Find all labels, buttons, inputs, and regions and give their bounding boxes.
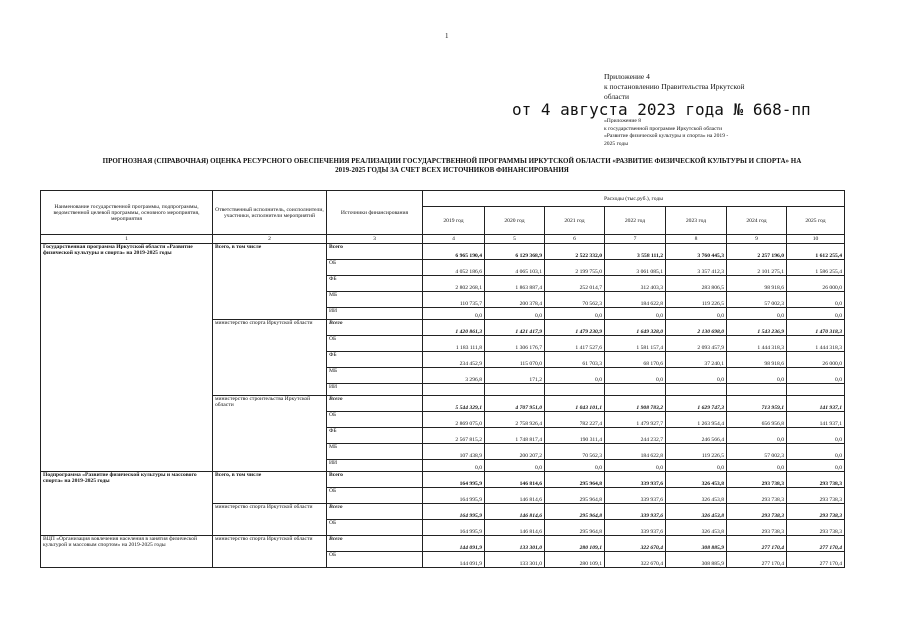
value-cell: 1 306 176,7 bbox=[485, 336, 545, 352]
source-cell: ОБ bbox=[327, 336, 423, 352]
value-cell: 0,0 bbox=[787, 368, 845, 384]
value-cell: 1 543 236,9 bbox=[727, 320, 787, 336]
value-cell: 1 479 230,9 bbox=[545, 320, 605, 336]
value-cell: 144 091,9 bbox=[423, 552, 485, 568]
header-year: 2022 год bbox=[605, 207, 666, 235]
header-year: 2025 год bbox=[787, 207, 845, 235]
value-cell: 200 207,2 bbox=[485, 444, 545, 460]
value-cell: 0,0 bbox=[727, 428, 787, 444]
value-cell: 2 869 075,0 bbox=[423, 412, 485, 428]
source-cell: Всего bbox=[327, 504, 423, 520]
value-cell bbox=[666, 384, 727, 396]
value-cell: 61 703,3 bbox=[545, 352, 605, 368]
value-cell: 322 670,4 bbox=[605, 552, 666, 568]
value-cell: 1 908 783,2 bbox=[605, 396, 666, 412]
value-cell bbox=[545, 384, 605, 396]
value-cell: 0,0 bbox=[787, 460, 845, 472]
value-cell: 2 567 815,2 bbox=[423, 428, 485, 444]
value-cell: 0,0 bbox=[787, 292, 845, 308]
source-cell: Всего bbox=[327, 320, 423, 336]
value-cell: 164 995,9 bbox=[423, 504, 485, 520]
value-cell: 133 301,0 bbox=[485, 552, 545, 568]
value-cell bbox=[605, 384, 666, 396]
appendix-line-2: к постановлению Правительства Иркутской bbox=[604, 82, 745, 91]
value-cell: 280 109,1 bbox=[545, 552, 605, 568]
value-cell: 68 170,6 bbox=[605, 352, 666, 368]
value-cell: 0,0 bbox=[485, 308, 545, 320]
source-cell: ОБ bbox=[327, 520, 423, 536]
value-cell: 146 814,6 bbox=[485, 504, 545, 520]
document-title bbox=[40, 157, 864, 175]
value-cell: 184 622,8 bbox=[605, 444, 666, 460]
value-cell: 2 758 926,4 bbox=[485, 412, 545, 428]
header-year: 2019 год bbox=[423, 207, 485, 235]
source-cell: МБ bbox=[327, 292, 423, 308]
value-cell: 0,0 bbox=[545, 308, 605, 320]
source-cell: ИИ bbox=[327, 384, 423, 396]
value-cell: 1 444 318,3 bbox=[787, 336, 845, 352]
program-name-cell: Подпрограмма «Развитие физической культуры и массового спорта» на 2019-2025 годы bbox=[41, 472, 213, 536]
column-number: 10 bbox=[787, 235, 845, 244]
value-cell: 119 226,5 bbox=[666, 444, 727, 460]
value-cell: 1 612 255,4 bbox=[787, 244, 845, 260]
value-cell: 1 263 954,4 bbox=[666, 412, 727, 428]
value-cell: 0,0 bbox=[727, 308, 787, 320]
value-cell: 293 738,3 bbox=[727, 520, 787, 536]
source-cell: Всего bbox=[327, 536, 423, 552]
value-cell: 107 438,9 bbox=[423, 444, 485, 460]
value-cell: 1 420 861,3 bbox=[423, 320, 485, 336]
value-cell: 57 002,3 bbox=[727, 444, 787, 460]
header-year: 2023 год bbox=[666, 207, 727, 235]
executor-cell: министерство спорта Иркутской области bbox=[213, 504, 327, 536]
value-cell: 295 964,8 bbox=[545, 488, 605, 504]
value-cell: 141 937,1 bbox=[787, 396, 845, 412]
value-cell: 234 452,9 bbox=[423, 352, 485, 368]
value-cell: 0,0 bbox=[727, 368, 787, 384]
sub-appendix-line-3: «Развитие физической культуры и спорта» на 2019 - bbox=[604, 133, 729, 140]
source-cell: ФБ bbox=[327, 276, 423, 292]
column-number: 8 bbox=[666, 235, 727, 244]
source-cell: Всего bbox=[327, 472, 423, 488]
value-cell: 0,0 bbox=[666, 460, 727, 472]
value-cell: 1 183 111,8 bbox=[423, 336, 485, 352]
value-cell: 0,0 bbox=[666, 368, 727, 384]
value-cell: 1 417 527,6 bbox=[545, 336, 605, 352]
value-cell: 295 964,8 bbox=[545, 472, 605, 488]
value-cell: 283 806,5 bbox=[666, 276, 727, 292]
source-cell: ФБ bbox=[327, 428, 423, 444]
value-cell: 277 170,4 bbox=[727, 552, 787, 568]
value-cell: 293 738,3 bbox=[727, 504, 787, 520]
value-cell: 308 885,9 bbox=[666, 552, 727, 568]
executor-cell: министерство строительства Иркутской области bbox=[213, 396, 327, 472]
value-cell: 26 000,0 bbox=[787, 276, 845, 292]
value-cell: 782 227,4 bbox=[545, 412, 605, 428]
value-cell: 244 232,7 bbox=[605, 428, 666, 444]
executor-cell: Всего, в том числе bbox=[213, 472, 327, 504]
value-cell bbox=[423, 384, 485, 396]
value-cell: 98 918,6 bbox=[727, 352, 787, 368]
source-cell: ОБ bbox=[327, 260, 423, 276]
source-cell: МБ bbox=[327, 368, 423, 384]
value-cell: 133 301,0 bbox=[485, 536, 545, 552]
value-cell: 2 257 196,0 bbox=[727, 244, 787, 260]
value-cell: 293 738,3 bbox=[787, 472, 845, 488]
value-cell: 293 738,3 bbox=[787, 520, 845, 536]
value-cell: 2 130 698,0 bbox=[666, 320, 727, 336]
value-cell: 3 558 111,2 bbox=[605, 244, 666, 260]
source-cell: МБ bbox=[327, 444, 423, 460]
executor-cell: министерство спорта Иркутской области bbox=[213, 536, 327, 568]
value-cell: 0,0 bbox=[605, 368, 666, 384]
source-cell: ОБ bbox=[327, 488, 423, 504]
page-number: 1 bbox=[445, 32, 449, 40]
table-row bbox=[41, 536, 845, 552]
value-cell: 3 760 445,3 bbox=[666, 244, 727, 260]
value-cell: 2 802 268,1 bbox=[423, 276, 485, 292]
value-cell: 0,0 bbox=[423, 460, 485, 472]
value-cell: 98 918,6 bbox=[727, 276, 787, 292]
value-cell: 326 453,8 bbox=[666, 520, 727, 536]
value-cell: 0,0 bbox=[727, 460, 787, 472]
value-cell: 339 937,6 bbox=[605, 520, 666, 536]
source-cell: ОБ bbox=[327, 552, 423, 568]
value-cell: 1 586 255,4 bbox=[787, 260, 845, 276]
header-sources: Источники финансирования bbox=[327, 191, 423, 235]
value-cell: 141 937,1 bbox=[787, 412, 845, 428]
appendix-line-3: области bbox=[604, 92, 630, 101]
header-expenses: Расходы (тыс.руб.), годы bbox=[423, 191, 845, 207]
value-cell: 1 479 927,7 bbox=[605, 412, 666, 428]
value-cell: 1 649 328,0 bbox=[605, 320, 666, 336]
sub-appendix-line-1: «Приложение 8 bbox=[604, 118, 642, 124]
value-cell: 1 444 318,3 bbox=[727, 336, 787, 352]
title-line-1: ПРОГНОЗНАЯ (СПРАВОЧНАЯ) ОЦЕНКА РЕСУРСНОГО ОБЕСПЕЧЕНИЯ РЕАЛИЗАЦИИ ГОСУДАРСТВЕННОЙ ПРОГРАММЫ ИРКУТСКОЙ ОБЛАСТИ «РАЗВИТИЕ ФИЗИЧЕСКОЙ КУЛЬТУРЫ И СПОРТА» НА bbox=[102, 157, 802, 165]
value-cell: 2 093 457,9 bbox=[666, 336, 727, 352]
program-name-cell: ВЦП «Организация вовлечения населения в занятия физической культурой и массовым спортом» на 2019-2025 годы bbox=[41, 536, 213, 568]
value-cell: 0,0 bbox=[545, 368, 605, 384]
value-cell: 37 240,1 bbox=[666, 352, 727, 368]
column-number: 2 bbox=[213, 235, 327, 244]
value-cell: 293 738,3 bbox=[787, 488, 845, 504]
value-cell: 184 622,8 bbox=[605, 292, 666, 308]
value-cell: 26 000,0 bbox=[787, 352, 845, 368]
value-cell: 146 814,6 bbox=[485, 488, 545, 504]
value-cell: 0,0 bbox=[787, 444, 845, 460]
value-cell bbox=[727, 384, 787, 396]
column-number: 1 bbox=[41, 235, 213, 244]
value-cell: 5 544 329,1 bbox=[423, 396, 485, 412]
funding-table bbox=[40, 190, 845, 568]
header-row-top bbox=[41, 191, 845, 207]
value-cell: 1 863 887,4 bbox=[485, 276, 545, 292]
value-cell: 6 129 368,9 bbox=[485, 244, 545, 260]
value-cell: 339 937,6 bbox=[605, 504, 666, 520]
sub-appendix-line-4: 2025 годы bbox=[604, 140, 628, 147]
value-cell: 293 738,3 bbox=[787, 504, 845, 520]
value-cell: 0,0 bbox=[605, 460, 666, 472]
value-cell: 1 581 157,4 bbox=[605, 336, 666, 352]
executor-cell: Всего, в том числе bbox=[213, 244, 327, 320]
value-cell: 308 885,9 bbox=[666, 536, 727, 552]
column-number: 4 bbox=[423, 235, 485, 244]
value-cell: 171,2 bbox=[485, 368, 545, 384]
value-cell: 0,0 bbox=[787, 308, 845, 320]
header-year: 2024 год bbox=[727, 207, 787, 235]
value-cell: 70 562,3 bbox=[545, 444, 605, 460]
header-program-name: Наименование государственной программы, подпрограммы, ведомственной целевой программы, основного мероприятия, мероприятия bbox=[41, 191, 213, 235]
value-cell bbox=[485, 384, 545, 396]
column-number: 5 bbox=[485, 235, 545, 244]
value-cell: 280 109,1 bbox=[545, 536, 605, 552]
source-cell: Всего bbox=[327, 396, 423, 412]
value-cell: 70 562,3 bbox=[545, 292, 605, 308]
value-cell: 713 959,1 bbox=[727, 396, 787, 412]
value-cell: 0,0 bbox=[666, 308, 727, 320]
value-cell: 164 995,9 bbox=[423, 488, 485, 504]
appendix-line-1: Приложение 4 bbox=[604, 72, 650, 81]
table-body bbox=[41, 191, 845, 568]
value-cell: 1 470 318,3 bbox=[787, 320, 845, 336]
value-cell: 326 453,8 bbox=[666, 504, 727, 520]
value-cell: 277 170,4 bbox=[727, 536, 787, 552]
source-cell: Всего bbox=[327, 244, 423, 260]
value-cell: 119 226,5 bbox=[666, 292, 727, 308]
value-cell: 277 170,4 bbox=[787, 536, 845, 552]
value-cell bbox=[787, 384, 845, 396]
source-cell: ФБ bbox=[327, 352, 423, 368]
value-cell: 0,0 bbox=[423, 308, 485, 320]
header-year: 2021 год bbox=[545, 207, 605, 235]
value-cell: 293 738,3 bbox=[727, 472, 787, 488]
value-cell: 293 738,3 bbox=[727, 488, 787, 504]
value-cell: 246 566,4 bbox=[666, 428, 727, 444]
table-row bbox=[41, 244, 845, 260]
value-cell: 326 453,8 bbox=[666, 472, 727, 488]
value-cell: 144 091,9 bbox=[423, 536, 485, 552]
source-cell: ОБ bbox=[327, 412, 423, 428]
column-number: 9 bbox=[727, 235, 787, 244]
value-cell: 3 357 412,3 bbox=[666, 260, 727, 276]
value-cell: 190 311,4 bbox=[545, 428, 605, 444]
value-cell: 656 956,8 bbox=[727, 412, 787, 428]
sub-appendix-block bbox=[604, 118, 794, 148]
sub-appendix-line-2: к государственной программе Иркутской области bbox=[604, 125, 723, 132]
executor-cell: министерство спорта Иркутской области bbox=[213, 320, 327, 396]
value-cell: 146 814,6 bbox=[485, 520, 545, 536]
value-cell: 2 199 755,0 bbox=[545, 260, 605, 276]
value-cell: 295 964,8 bbox=[545, 520, 605, 536]
value-cell: 4 707 951,0 bbox=[485, 396, 545, 412]
value-cell: 0,0 bbox=[485, 460, 545, 472]
value-cell: 339 937,6 bbox=[605, 488, 666, 504]
value-cell: 1 629 747,3 bbox=[666, 396, 727, 412]
value-cell: 115 070,0 bbox=[485, 352, 545, 368]
value-cell: 3 061 085,1 bbox=[605, 260, 666, 276]
header-row-numbers bbox=[41, 235, 845, 244]
title-line-2: 2019-2025 ГОДЫ ЗА СЧЕТ ВСЕХ ИСТОЧНИКОВ ФИНАНСИРОВАНИЯ bbox=[335, 166, 569, 174]
value-cell: 0,0 bbox=[605, 308, 666, 320]
source-cell: ИИ bbox=[327, 308, 423, 320]
value-cell: 4 052 186,6 bbox=[423, 260, 485, 276]
column-number: 6 bbox=[545, 235, 605, 244]
value-cell: 1 043 101,1 bbox=[545, 396, 605, 412]
value-cell: 1 421 417,9 bbox=[485, 320, 545, 336]
value-cell: 3 296,8 bbox=[423, 368, 485, 384]
value-cell: 200 378,4 bbox=[485, 292, 545, 308]
column-number: 3 bbox=[327, 235, 423, 244]
value-cell: 4 065 103,1 bbox=[485, 260, 545, 276]
value-cell: 2 522 332,0 bbox=[545, 244, 605, 260]
value-cell: 110 735,7 bbox=[423, 292, 485, 308]
value-cell: 2 101 275,1 bbox=[727, 260, 787, 276]
value-cell: 312 403,3 bbox=[605, 276, 666, 292]
value-cell: 0,0 bbox=[545, 460, 605, 472]
appendix-block bbox=[604, 72, 804, 102]
value-cell: 164 995,9 bbox=[423, 520, 485, 536]
value-cell: 57 002,3 bbox=[727, 292, 787, 308]
value-cell: 6 965 190,4 bbox=[423, 244, 485, 260]
program-name-cell: Государственная программа Иркутской области «Развитие физической культуры и спорта» на 2019-2025 годы bbox=[41, 244, 213, 472]
value-cell: 252 014,7 bbox=[545, 276, 605, 292]
column-number: 7 bbox=[605, 235, 666, 244]
value-cell: 277 170,4 bbox=[787, 552, 845, 568]
decree-date-stamp: от 4 августа 2023 года № 668-пп bbox=[512, 100, 811, 119]
value-cell: 0,0 bbox=[787, 428, 845, 444]
source-cell: ИИ bbox=[327, 460, 423, 472]
value-cell: 295 964,8 bbox=[545, 504, 605, 520]
value-cell: 322 670,4 bbox=[605, 536, 666, 552]
value-cell: 339 937,6 bbox=[605, 472, 666, 488]
value-cell: 164 995,9 bbox=[423, 472, 485, 488]
table-row bbox=[41, 472, 845, 488]
value-cell: 146 814,6 bbox=[485, 472, 545, 488]
value-cell: 326 453,8 bbox=[666, 488, 727, 504]
header-executor: Ответственный исполнитель, соисполнители, участники, исполнители мероприятий bbox=[213, 191, 327, 235]
header-year: 2020 год bbox=[485, 207, 545, 235]
value-cell: 1 748 817,4 bbox=[485, 428, 545, 444]
